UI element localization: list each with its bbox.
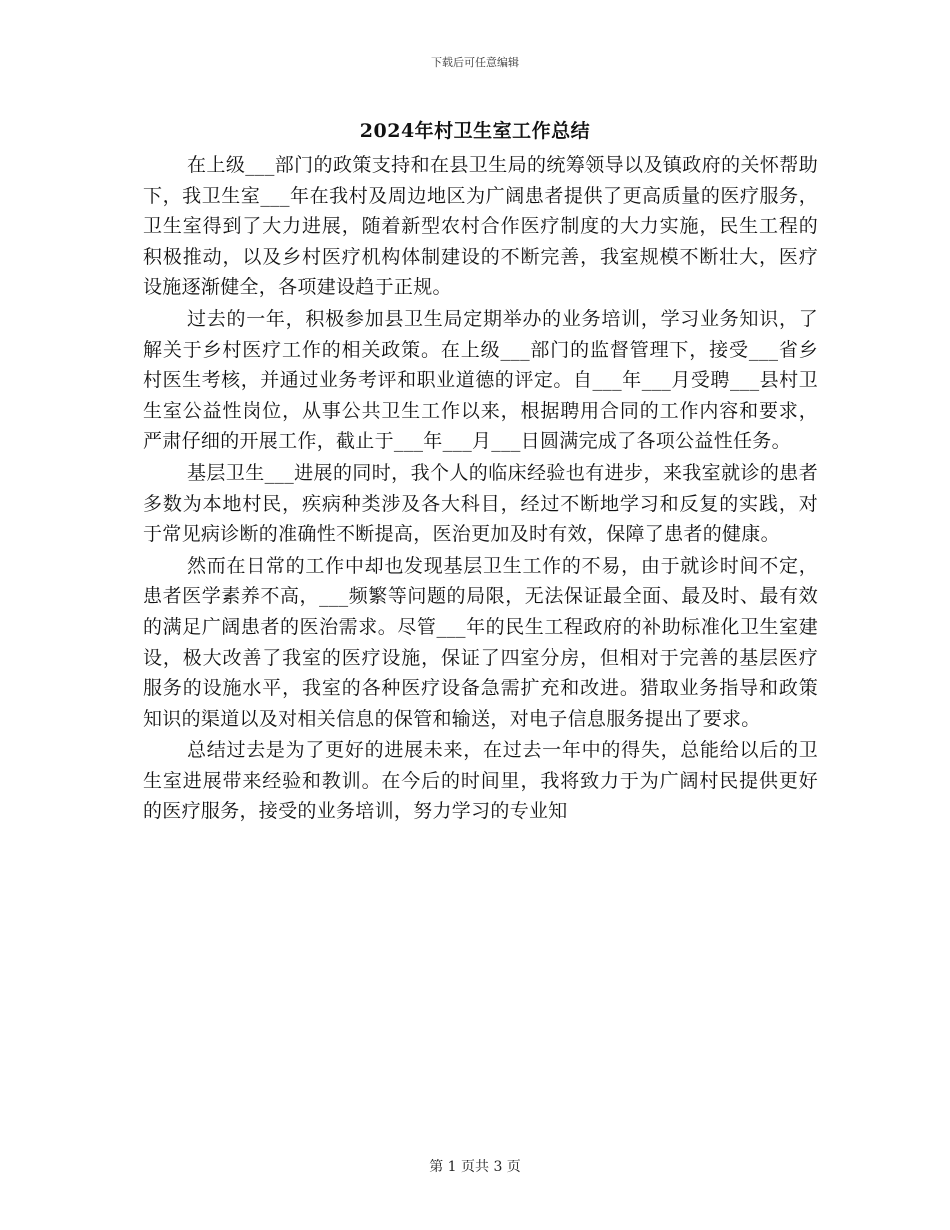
header-note: 下载后可任意编辑	[431, 56, 519, 69]
document-title: 2024年村卫生室工作总结	[359, 120, 591, 142]
paragraph: 然而在日常的工作中却也发现基层卫生工作的不易，由于就诊时间不定，患者医学素养不高，___频繁等问题的局限，无法保证最全面、最及时、最有效的满足广阔患者的医治需求。尽管___年的民生工程政府的补助标准化卫生室建设，极大改善了我室的医疗设施，保证了四室分房，但相对于完善的基层医疗服务的设施水平，我室的各种医疗设备急需扩充和改进。猎取业务指导和政策知识的渠道以及对相关信息的保管和输送，对电子信息服务提出了要求。	[143, 554, 818, 730]
paragraph: 基层卫生___进展的同时，我个人的临床经验也有进步，来我室就诊的患者多数为本地村民，疾病种类涉及各大科目，经过不断地学习和反复的实践，对于常见病诊断的准确性不断提高，医治更加及时有效，保障了患者的健康。	[143, 461, 818, 546]
paragraph: 过去的一年，积极参加县卫生局定期举办的业务培训，学习业务知识，了解关于乡村医疗工作的相关政策。在上级___部门的监督管理下，接受___省乡村医生考核，并通过业务考评和职业道德的评定。自___年___月受聘___县村卫生室公益性岗位，从事公共卫生工作以来，根据聘用合同的工作内容和要求，严肃仔细的开展工作，截止于___年___月___日圆满完成了各项公益性任务。	[143, 307, 818, 453]
paragraph: 总结过去是为了更好的进展未来，在过去一年中的得失，总能给以后的卫生室进展带来经验和教训。在今后的时间里，我将致力于为广阔村民提供更好的医疗服务，接受的业务培训，努力学习的专业知	[143, 739, 818, 823]
paragraph: 在上级___部门的政策支持和在县卫生局的统筹领导以及镇政府的关怀帮助下，我卫生室___年在我村及周边地区为广阔患者提供了更高质量的医疗服务，卫生室得到了大力进展，随着新型农村合作医疗制度的大力实施，民生工程的积极推动，以及乡村医疗机构体制建设的不断完善，我室规模不断壮大，医疗设施逐渐健全，各项建设趋于正规。	[143, 154, 818, 299]
page-footer: 第 1 页共 3 页	[429, 1159, 521, 1175]
document-body	[143, 150, 818, 828]
